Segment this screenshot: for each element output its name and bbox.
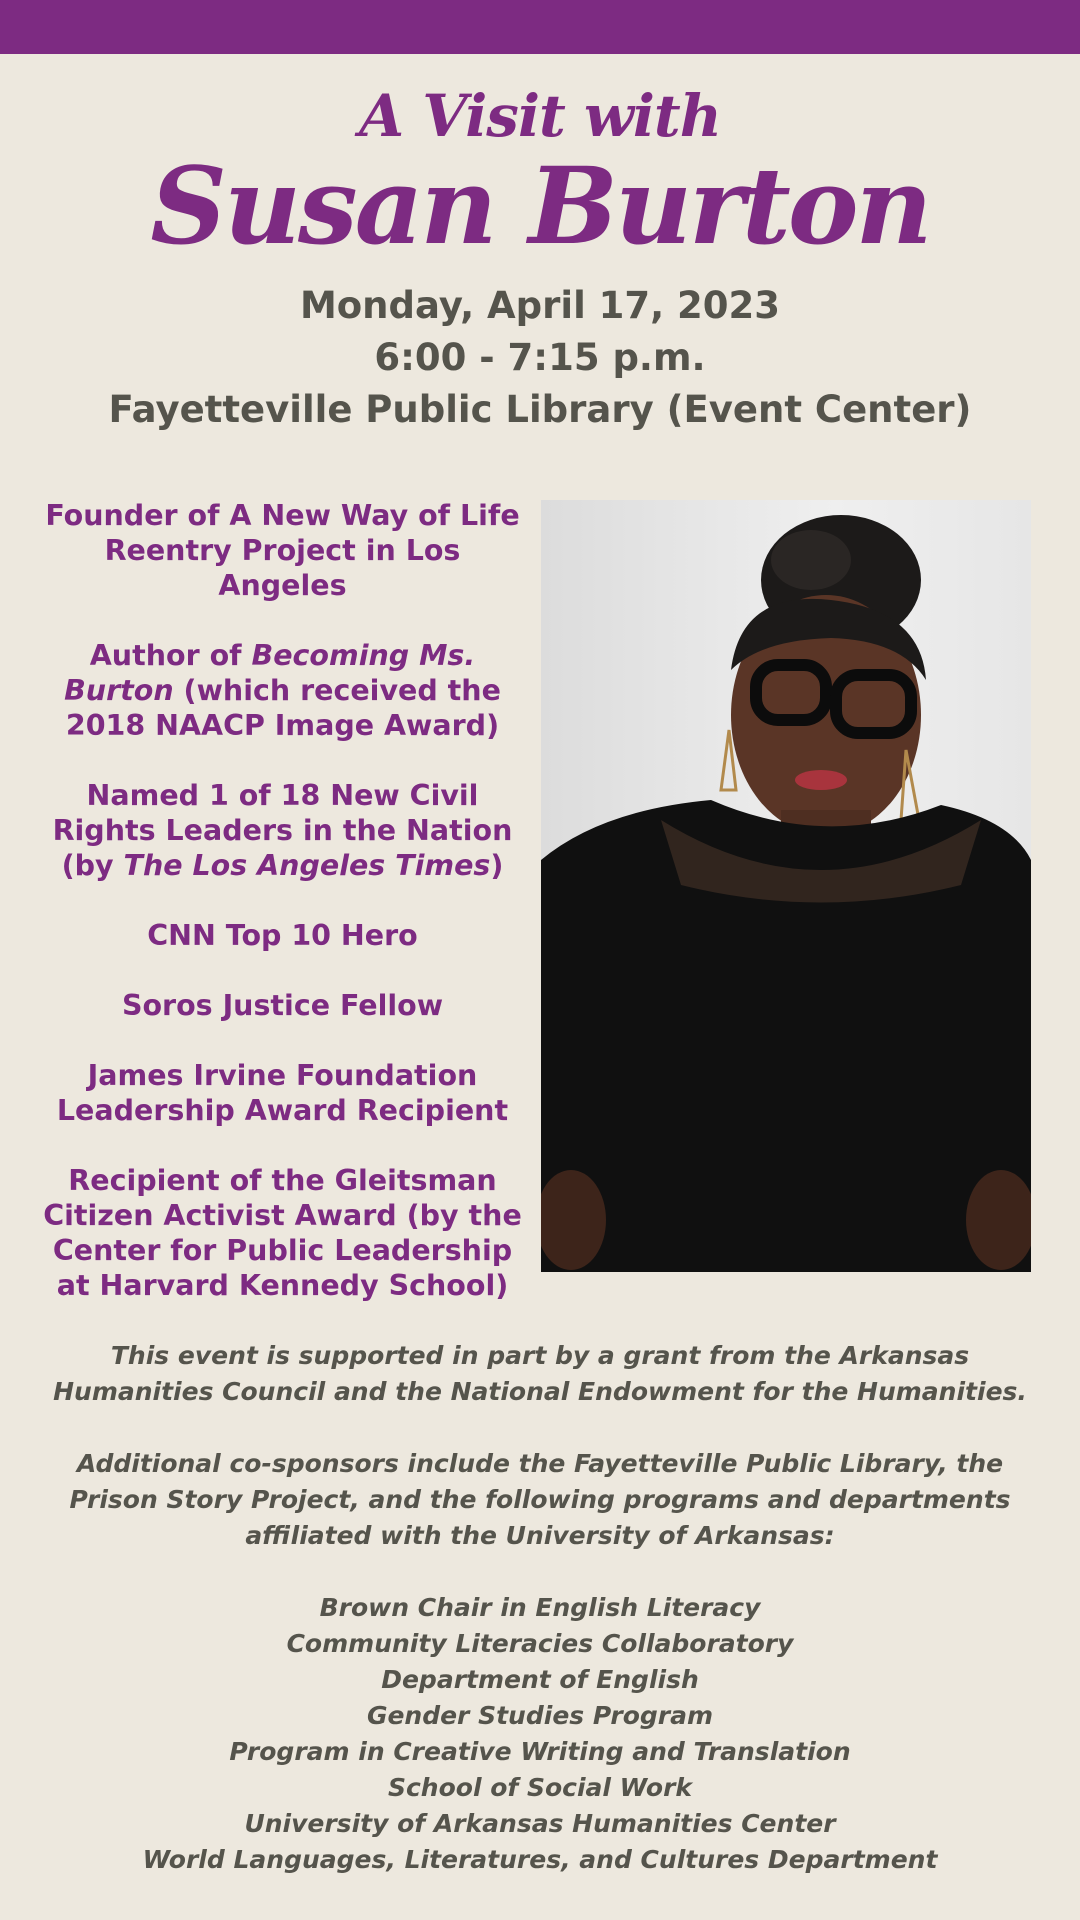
event-time: 6:00 - 7:15 p.m.: [374, 336, 706, 379]
portrait-photo: [541, 500, 1031, 1272]
top-color-bar: [0, 0, 1080, 54]
list-item: World Languages, Literatures, and Cultures Department: [142, 1845, 938, 1874]
accolade-publication: The Los Angeles Times: [123, 849, 491, 882]
sponsors-section: [40, 1338, 1040, 1878]
list-item: Department of English: [381, 1665, 699, 1694]
event-location: Fayetteville Public Library (Event Center): [108, 388, 972, 431]
list-item: Community Literacies Collaboratory: [286, 1629, 794, 1658]
list-item: Brown Chair in English Literacy: [319, 1593, 761, 1622]
cosponsor-list: [40, 1590, 1040, 1878]
grant-statement: This event is supported in part by a grant from the Arkansas Humanities Council and the National Endowment for the Humanities.: [53, 1341, 1027, 1406]
accolade-soros: Soros Justice Fellow: [121, 989, 444, 1022]
list-item: University of Arkansas Humanities Center: [244, 1809, 836, 1838]
event-date: Monday, April 17, 2023: [299, 284, 781, 327]
accolade-named-post: ): [490, 849, 504, 882]
accolades-list: [40, 498, 525, 1338]
accolade-book-title: Becoming Ms. Burton: [64, 639, 476, 707]
accolade-named: [40, 778, 525, 883]
accolade-gleitsman: Recipient of the Gleitsman Citizen Activist Award (by the Center for Public Leadership at Harvard Kennedy School): [43, 1164, 522, 1302]
cosponsors-statement: Additional co-sponsors include the Fayetteville Public Library, the Prison Story Project, and the following programs and departments affiliated with the University of Arkansas:: [69, 1449, 1011, 1550]
list-item: Program in Creative Writing and Translation: [229, 1737, 851, 1766]
accolade-author-post: (which received the 2018 NAACP Image Award): [65, 674, 501, 742]
speaker-name: Susan Burton: [150, 143, 930, 268]
list-item: Gender Studies Program: [366, 1701, 714, 1730]
event-info: [0, 280, 1080, 436]
accolade-author-pre: Author of: [89, 639, 252, 672]
accolade-founder: Founder of A New Way of Life Reentry Project in Los Angeles: [45, 499, 520, 602]
accolade-irvine: James Irvine Foundation Leadership Award Recipient: [56, 1059, 509, 1127]
accolade-named-pre: Named 1 of 18 New Civil Rights Leaders in the Nation (by: [52, 779, 513, 882]
list-item: School of Social Work: [387, 1773, 693, 1802]
accolade-author: [40, 638, 525, 743]
portrait-illustration: [541, 500, 1031, 1272]
title-subtitle: A Visit with: [359, 82, 721, 150]
accolade-cnn: CNN Top 10 Hero: [147, 919, 418, 952]
